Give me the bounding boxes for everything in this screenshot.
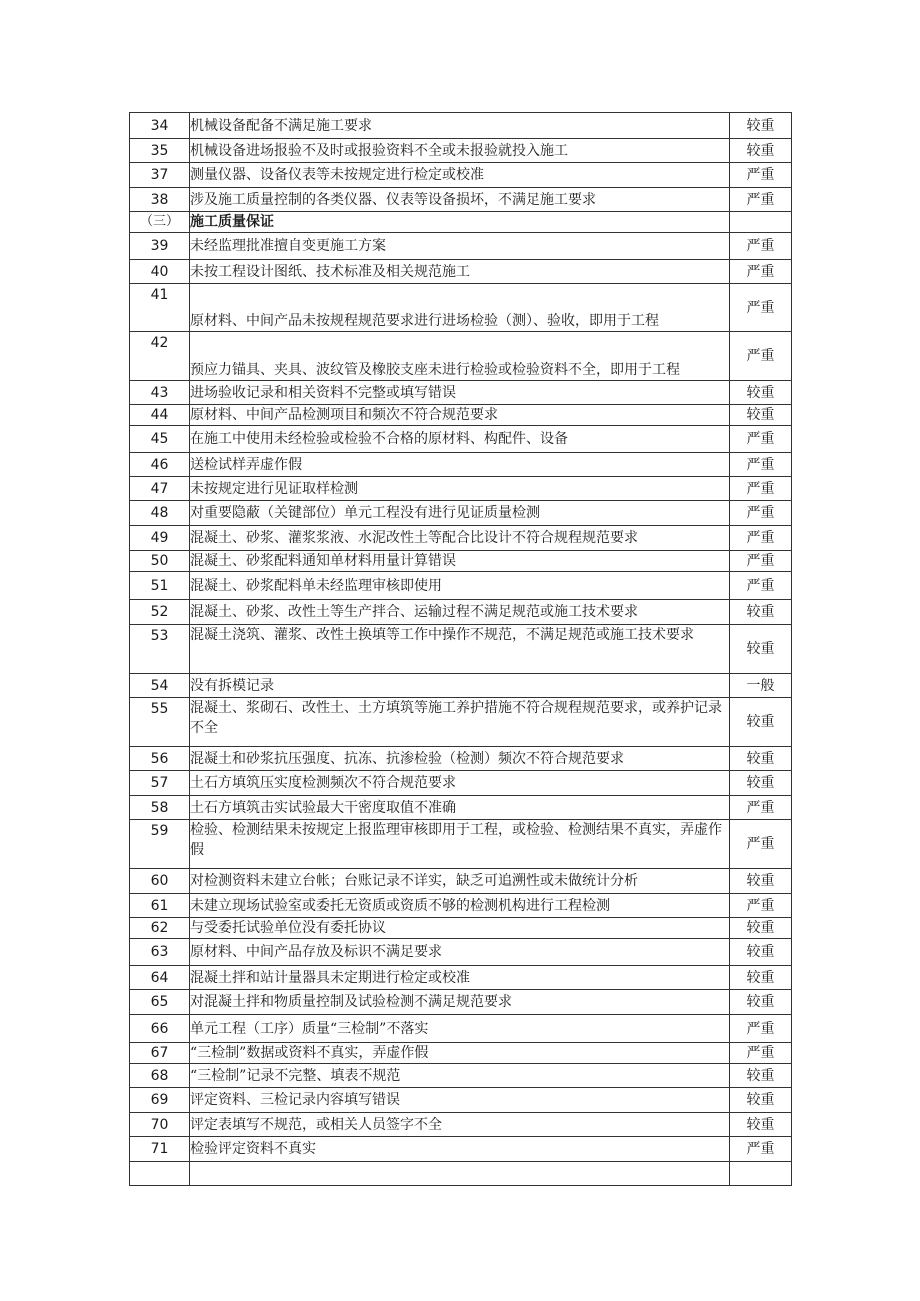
row-severity: 较重 [730, 405, 792, 426]
row-description: “三检制”记录不完整、填表不规范 [190, 1064, 730, 1088]
table-row [130, 477, 792, 501]
row-number: 44 [130, 405, 190, 426]
row-description: 检验、检测结果未按规定上报监理审核即用于工程，或检验、检测结果不真实，弄虚作假 [190, 820, 730, 869]
row-severity: 较重 [730, 1113, 792, 1137]
table-row [130, 405, 792, 426]
table-row [130, 332, 792, 381]
section-row [130, 212, 792, 233]
row-description: 进场验收记录和相关资料不完整或填写错误 [190, 381, 730, 405]
table-row [130, 113, 792, 139]
row-number: 43 [130, 381, 190, 405]
table-row [130, 1043, 792, 1064]
row-severity: 较重 [730, 698, 792, 747]
row-number: 37 [130, 163, 190, 188]
table-row [130, 1015, 792, 1043]
table-row [130, 990, 792, 1015]
row-description: 原材料、中间产品未按规程规范要求进行进场检验（测）、验收，即用于工程 [190, 284, 730, 332]
row-description: 评定表填写不规范，或相关人员签字不全 [190, 1113, 730, 1137]
row-description: 混凝土、浆砌石、改性土、土方填筑等施工养护措施不符合规程规范要求，或养护记录不全 [190, 698, 730, 747]
row-number: 68 [130, 1064, 190, 1088]
table-row [130, 796, 792, 820]
table-row [130, 233, 792, 260]
row-description: 土石方填筑击实试验最大干密度取值不准确 [190, 796, 730, 820]
row-description: 对检测资料未建立台帐；台账记录不详实，缺乏可追溯性或未做统计分析 [190, 869, 730, 894]
row-severity: 严重 [730, 1137, 792, 1162]
row-severity: 较重 [730, 625, 792, 674]
row-number: 34 [130, 113, 190, 139]
row-description: 混凝土、砂浆配料单未经监理审核即使用 [190, 572, 730, 600]
table-row [130, 918, 792, 939]
row-number: 71 [130, 1137, 190, 1162]
row-severity: 一般 [730, 674, 792, 698]
table-row [130, 1088, 792, 1113]
row-number: 61 [130, 894, 190, 918]
row-severity: 严重 [730, 894, 792, 918]
row-severity: 较重 [730, 869, 792, 894]
blank-cell [730, 1162, 792, 1186]
row-severity: 较重 [730, 918, 792, 939]
row-severity: 严重 [730, 572, 792, 600]
table-row [130, 139, 792, 163]
row-severity: 严重 [730, 1043, 792, 1064]
section-title: 施工质量保证 [190, 212, 730, 233]
row-description: 对混凝土拌和物质量控制及试验检测不满足规范要求 [190, 990, 730, 1015]
row-severity: 严重 [730, 163, 792, 188]
table-row [130, 747, 792, 771]
table-row [130, 820, 792, 869]
row-description: 评定资料、三检记录内容填写错误 [190, 1088, 730, 1113]
row-description: 单元工程（工序）质量“三检制”不落实 [190, 1015, 730, 1043]
row-description: 测量仪器、设备仪表等未按规定进行检定或校准 [190, 163, 730, 188]
table-row [130, 163, 792, 188]
row-severity: 较重 [730, 771, 792, 796]
row-severity: 较重 [730, 1088, 792, 1113]
row-description: 在施工中使用未经检验或检验不合格的原材料、构配件、设备 [190, 426, 730, 453]
row-number: 65 [130, 990, 190, 1015]
table-row [130, 894, 792, 918]
table-row [130, 625, 792, 674]
table-row [130, 284, 792, 332]
row-number: 56 [130, 747, 190, 771]
table-row [130, 1113, 792, 1137]
table-row [130, 260, 792, 284]
row-description: 未建立现场试验室或委托无资质或资质不够的检测机构进行工程检测 [190, 894, 730, 918]
row-severity: 严重 [730, 820, 792, 869]
row-number: 48 [130, 501, 190, 526]
row-number: 60 [130, 869, 190, 894]
row-severity: 严重 [730, 260, 792, 284]
row-description: 检验评定资料不真实 [190, 1137, 730, 1162]
table-row [130, 526, 792, 551]
defect-table [129, 112, 792, 1186]
row-description: 混凝土浇筑、灌浆、改性土换填等工作中操作不规范，不满足规范或施工技术要求 [190, 625, 730, 674]
table-row [130, 600, 792, 625]
row-severity: 较重 [730, 939, 792, 966]
table-row [130, 381, 792, 405]
table-row [130, 572, 792, 600]
row-number: 39 [130, 233, 190, 260]
row-severity: 严重 [730, 284, 792, 332]
row-number: 35 [130, 139, 190, 163]
row-number: 51 [130, 572, 190, 600]
table-row [130, 1137, 792, 1162]
table-row [130, 426, 792, 453]
table-row [130, 869, 792, 894]
row-number: 50 [130, 551, 190, 572]
row-number: 40 [130, 260, 190, 284]
row-severity: 严重 [730, 332, 792, 381]
row-severity: 较重 [730, 966, 792, 990]
row-description: 混凝土、砂浆、改性土等生产拌合、运输过程不满足规范或施工技术要求 [190, 600, 730, 625]
row-number: 49 [130, 526, 190, 551]
blank-cell [190, 1162, 730, 1186]
blank-cell [130, 1162, 190, 1186]
blank-row [130, 1162, 792, 1186]
row-severity: 严重 [730, 526, 792, 551]
row-description: 未按规定进行见证取样检测 [190, 477, 730, 501]
row-severity: 较重 [730, 139, 792, 163]
row-description: 混凝土、砂浆、灌浆浆液、水泥改性土等配合比设计不符合规程规范要求 [190, 526, 730, 551]
row-number: 42 [130, 332, 190, 381]
row-number: 38 [130, 188, 190, 212]
row-number: 53 [130, 625, 190, 674]
row-number: 41 [130, 284, 190, 332]
row-number: 59 [130, 820, 190, 869]
table-row [130, 1064, 792, 1088]
table-row [130, 771, 792, 796]
row-severity: 严重 [730, 453, 792, 477]
row-description: 没有拆模记录 [190, 674, 730, 698]
row-number: 54 [130, 674, 190, 698]
row-description: 送检试样弄虚作假 [190, 453, 730, 477]
row-number: 70 [130, 1113, 190, 1137]
row-description: 未按工程设计图纸、技术标准及相关规范施工 [190, 260, 730, 284]
table-row [130, 939, 792, 966]
row-number: 69 [130, 1088, 190, 1113]
row-description: 混凝土拌和站计量器具未定期进行检定或校准 [190, 966, 730, 990]
row-severity: 严重 [730, 501, 792, 526]
row-description: 涉及施工质量控制的各类仪器、仪表等设备损坏，不满足施工要求 [190, 188, 730, 212]
row-number: 55 [130, 698, 190, 747]
table-row [130, 698, 792, 747]
row-severity [730, 212, 792, 233]
row-number: （三） [130, 212, 190, 233]
row-number: 67 [130, 1043, 190, 1064]
row-severity: 较重 [730, 381, 792, 405]
row-number: 45 [130, 426, 190, 453]
row-severity: 较重 [730, 747, 792, 771]
defect-table-body [130, 113, 792, 1186]
row-severity: 严重 [730, 233, 792, 260]
row-severity: 严重 [730, 426, 792, 453]
row-number: 52 [130, 600, 190, 625]
row-description: 未经监理批准擅自变更施工方案 [190, 233, 730, 260]
row-number: 47 [130, 477, 190, 501]
row-number: 62 [130, 918, 190, 939]
row-number: 64 [130, 966, 190, 990]
row-severity: 较重 [730, 113, 792, 139]
row-number: 66 [130, 1015, 190, 1043]
table-row [130, 674, 792, 698]
row-description: “三检制”数据或资料不真实，弄虚作假 [190, 1043, 730, 1064]
row-severity: 较重 [730, 600, 792, 625]
row-number: 58 [130, 796, 190, 820]
row-severity: 较重 [730, 990, 792, 1015]
row-description: 原材料、中间产品检测项目和频次不符合规范要求 [190, 405, 730, 426]
row-description: 对重要隐蔽（关键部位）单元工程没有进行见证质量检测 [190, 501, 730, 526]
row-description: 土石方填筑压实度检测频次不符合规范要求 [190, 771, 730, 796]
row-description: 与受委托试验单位没有委托协议 [190, 918, 730, 939]
row-severity: 严重 [730, 477, 792, 501]
row-number: 57 [130, 771, 190, 796]
row-severity: 严重 [730, 1015, 792, 1043]
row-severity: 严重 [730, 188, 792, 212]
row-description: 混凝土、砂浆配料通知单材料用量计算错误 [190, 551, 730, 572]
row-description: 预应力锚具、夹具、波纹管及橡胶支座未进行检验或检验资料不全，即用于工程 [190, 332, 730, 381]
row-severity: 较重 [730, 1064, 792, 1088]
row-description: 机械设备配备不满足施工要求 [190, 113, 730, 139]
row-severity: 严重 [730, 551, 792, 572]
table-row [130, 188, 792, 212]
row-description: 机械设备进场报验不及时或报验资料不全或未报验就投入施工 [190, 139, 730, 163]
row-number: 46 [130, 453, 190, 477]
row-description: 原材料、中间产品存放及标识不满足要求 [190, 939, 730, 966]
row-number: 63 [130, 939, 190, 966]
table-row [130, 501, 792, 526]
table-row [130, 453, 792, 477]
table-row [130, 966, 792, 990]
table-row [130, 551, 792, 572]
row-severity: 严重 [730, 796, 792, 820]
row-description: 混凝土和砂浆抗压强度、抗冻、抗渗检验（检测）频次不符合规范要求 [190, 747, 730, 771]
